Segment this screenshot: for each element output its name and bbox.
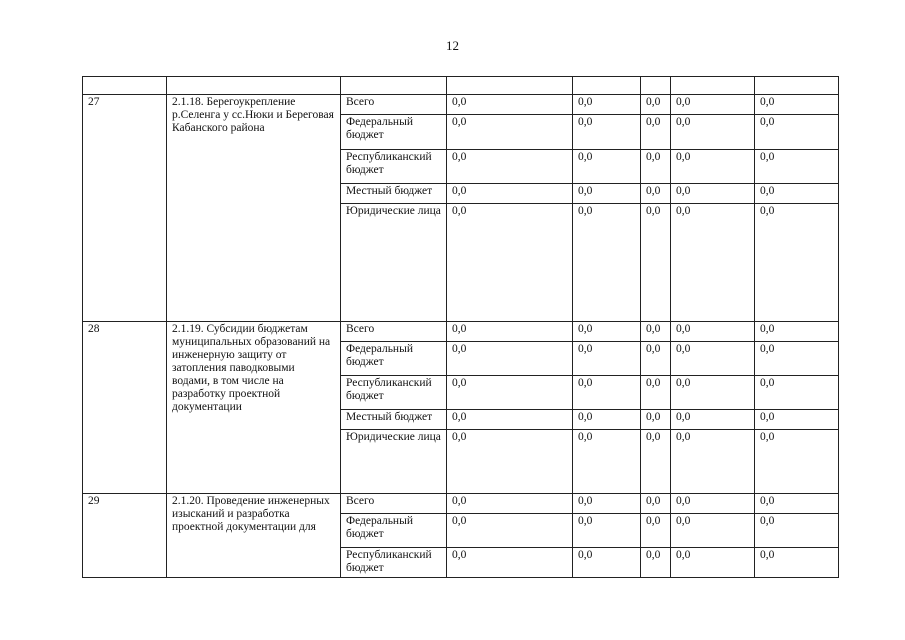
value-cell: 0,0 (573, 548, 641, 578)
value-cell: 0,0 (573, 150, 641, 184)
table-row (83, 95, 839, 115)
value-cell: 0,0 (641, 95, 671, 115)
value-cell: 0,0 (641, 204, 671, 322)
header-cell (573, 77, 641, 95)
header-cell (83, 77, 167, 95)
value-cell: 0,0 (641, 548, 671, 578)
source-label: Местный бюджет (341, 184, 447, 204)
value-cell: 0,0 (573, 494, 641, 514)
page-number: 12 (446, 38, 459, 53)
value-cell: 0,0 (641, 115, 671, 150)
header-cell (167, 77, 341, 95)
source-label: Юридические лица (341, 430, 447, 494)
value-cell: 0,0 (755, 115, 839, 150)
value-cell: 0,0 (447, 376, 573, 410)
activity-name: 2.1.18. Берегоукрепление р.Селенга у сс.Нюки и Береговая Кабанского района (167, 95, 341, 322)
value-cell: 0,0 (447, 410, 573, 430)
value-cell: 0,0 (755, 150, 839, 184)
value-cell: 0,0 (573, 376, 641, 410)
header-cell (641, 77, 671, 95)
value-cell: 0,0 (641, 514, 671, 548)
value-cell: 0,0 (641, 410, 671, 430)
value-cell: 0,0 (671, 514, 755, 548)
value-cell: 0,0 (755, 548, 839, 578)
header-row (83, 77, 839, 95)
value-cell: 0,0 (447, 430, 573, 494)
value-cell: 0,0 (573, 342, 641, 376)
value-cell: 0,0 (671, 342, 755, 376)
value-cell: 0,0 (641, 322, 671, 342)
source-label: Всего (341, 95, 447, 115)
table-row (83, 494, 839, 514)
value-cell: 0,0 (573, 184, 641, 204)
value-cell: 0,0 (641, 184, 671, 204)
value-cell: 0,0 (641, 342, 671, 376)
value-cell: 0,0 (671, 184, 755, 204)
row-number: 29 (83, 494, 167, 578)
activity-name: 2.1.19. Субсидии бюджетам муниципальных образований на инженерную защиту от затопления паводковыми водами, в том числе на разработку проектной документации (167, 322, 341, 494)
value-cell: 0,0 (447, 95, 573, 115)
source-label: Республиканский бюджет (341, 150, 447, 184)
value-cell: 0,0 (641, 494, 671, 514)
value-cell: 0,0 (755, 514, 839, 548)
value-cell: 0,0 (671, 494, 755, 514)
value-cell: 0,0 (641, 150, 671, 184)
value-cell: 0,0 (755, 494, 839, 514)
value-cell: 0,0 (447, 204, 573, 322)
value-cell: 0,0 (755, 430, 839, 494)
source-label: Местный бюджет (341, 410, 447, 430)
value-cell: 0,0 (671, 204, 755, 322)
value-cell: 0,0 (573, 95, 641, 115)
value-cell: 0,0 (671, 115, 755, 150)
value-cell: 0,0 (671, 410, 755, 430)
value-cell: 0,0 (641, 376, 671, 410)
value-cell: 0,0 (671, 376, 755, 410)
value-cell: 0,0 (573, 430, 641, 494)
source-label: Федеральный бюджет (341, 342, 447, 376)
source-label: Федеральный бюджет (341, 514, 447, 548)
value-cell: 0,0 (573, 115, 641, 150)
value-cell: 0,0 (573, 514, 641, 548)
value-cell: 0,0 (447, 150, 573, 184)
header-cell (671, 77, 755, 95)
value-cell: 0,0 (447, 548, 573, 578)
value-cell: 0,0 (755, 95, 839, 115)
value-cell: 0,0 (755, 322, 839, 342)
value-cell: 0,0 (671, 430, 755, 494)
value-cell: 0,0 (755, 184, 839, 204)
header-cell (755, 77, 839, 95)
value-cell: 0,0 (573, 322, 641, 342)
source-label: Всего (341, 494, 447, 514)
value-cell: 0,0 (671, 322, 755, 342)
value-cell: 0,0 (755, 204, 839, 322)
value-cell: 0,0 (755, 376, 839, 410)
value-cell: 0,0 (671, 548, 755, 578)
value-cell: 0,0 (447, 322, 573, 342)
value-cell: 0,0 (447, 184, 573, 204)
value-cell: 0,0 (447, 494, 573, 514)
source-label: Юридические лица (341, 204, 447, 322)
value-cell: 0,0 (641, 430, 671, 494)
source-label: Республиканский бюджет (341, 376, 447, 410)
source-label: Федеральный бюджет (341, 115, 447, 150)
value-cell: 0,0 (755, 342, 839, 376)
value-cell: 0,0 (671, 95, 755, 115)
funding-table (82, 76, 839, 578)
activity-name: 2.1.20. Проведение инженерных изысканий и разработка проектной документации для (167, 494, 341, 578)
header-cell (341, 77, 447, 95)
value-cell: 0,0 (573, 410, 641, 430)
value-cell: 0,0 (447, 115, 573, 150)
value-cell: 0,0 (573, 204, 641, 322)
row-number: 27 (83, 95, 167, 322)
header-cell (447, 77, 573, 95)
row-number: 28 (83, 322, 167, 494)
source-label: Республиканский бюджет (341, 548, 447, 578)
value-cell: 0,0 (755, 410, 839, 430)
value-cell: 0,0 (671, 150, 755, 184)
value-cell: 0,0 (447, 342, 573, 376)
value-cell: 0,0 (447, 514, 573, 548)
table-row (83, 322, 839, 342)
source-label: Всего (341, 322, 447, 342)
